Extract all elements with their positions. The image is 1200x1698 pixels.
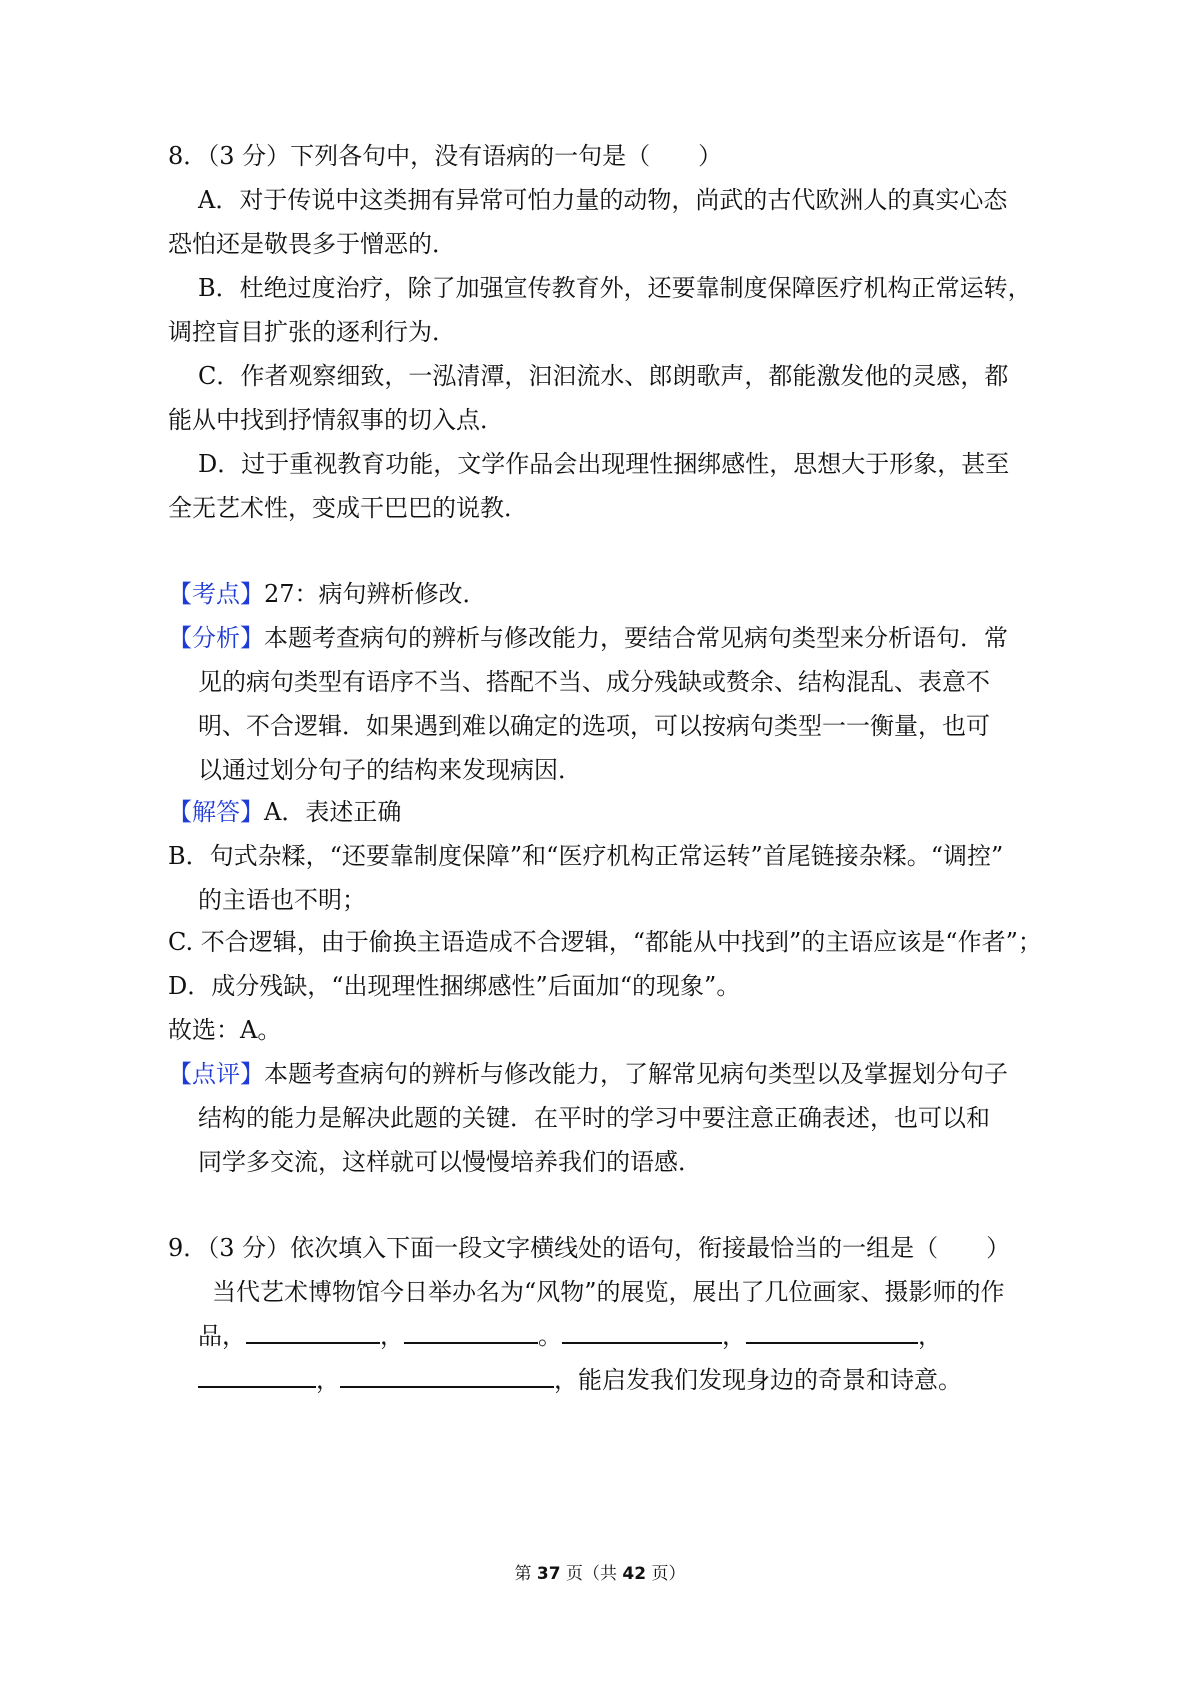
option-c-line-1: C．作者观察细致，一泓清潭，汩汩流水、郎朗歌声，都能激发他的灵感，都	[198, 362, 1009, 390]
dianping-tag: 【点评】	[168, 1060, 264, 1088]
option-b-line-1: B．杜绝过度治疗，除了加强宣传教育外，还要靠制度保障医疗机构正常运转，	[198, 274, 1032, 302]
question-9-para-line-3	[198, 1364, 962, 1396]
jieda-text: A．表述正确	[264, 798, 402, 826]
blank-comma-1: ，	[380, 1322, 404, 1350]
kaodian-tag: 【考点】	[168, 580, 264, 608]
footer-page-number: 37	[536, 1564, 561, 1584]
jieda-tag: 【解答】	[168, 798, 264, 826]
answer-blank-3[interactable]	[562, 1320, 722, 1344]
footer-middle: 页（共	[560, 1564, 623, 1584]
jieda-b-line-1: B．句式杂糅，“还要靠制度保障”和“医疗机构正常运转”首尾链接杂糅。“调控”	[168, 842, 1004, 870]
answer-blank-4[interactable]	[746, 1320, 918, 1344]
option-c-line-2: 能从中找到抒情叙事的切入点．	[168, 406, 504, 434]
blank-comma-2: ，	[722, 1322, 746, 1350]
option-a-line-2: 恐怕还是敬畏多于憎恶的．	[168, 230, 456, 258]
fenxi-tag: 【分析】	[168, 624, 264, 652]
footer-suffix: 页）	[646, 1564, 686, 1584]
question-9-para-line-1: 当代艺术博物馆今日举办名为“风物”的展览，展出了几位画家、摄影师的作	[212, 1278, 1005, 1306]
dianping-line-1: 本题考查病句的辨析与修改能力，了解常见病句类型以及掌握划分句子	[264, 1060, 1008, 1088]
fenxi-line-1: 本题考查病句的辨析与修改能力，要结合常见病句类型来分析语句．常	[264, 624, 1008, 652]
kaodian-text: 27：病句辨析修改．	[264, 580, 487, 608]
dianping-row	[168, 1058, 1008, 1090]
option-d-line-1: D．过于重视教育功能，文学作品会出现理性捆绑感性，思想大于形象，甚至	[198, 450, 1010, 478]
question-9-stem: 9．（3 分）依次填入下面一段文字横线处的语句，衔接最恰当的一组是（ ）	[168, 1234, 1011, 1262]
option-b-line-2: 调控盲目扩张的逐利行为．	[168, 318, 456, 346]
option-a-line-1: A．对于传说中这类拥有异常可怕力量的动物，尚武的古代欧洲人的真实心态	[198, 186, 1008, 214]
option-d-line-2: 全无艺术性，变成干巴巴的说教．	[168, 494, 528, 522]
kaodian-row	[168, 578, 487, 610]
page-footer	[0, 1562, 1200, 1586]
answer-blank-1[interactable]	[246, 1320, 380, 1344]
blank-comma-4: ，	[316, 1366, 340, 1394]
answer-blank-6[interactable]	[340, 1364, 554, 1388]
fenxi-line-4: 以通过划分句子的结构来发现病因．	[198, 756, 582, 784]
blank-comma-3: ，	[918, 1322, 942, 1350]
question-9-para-line-2	[198, 1320, 942, 1352]
footer-total-pages: 42	[622, 1564, 647, 1584]
fenxi-row	[168, 622, 1008, 654]
jieda-c-line: C. 不合逻辑，由于偷换主语造成不合逻辑，“都能从中找到”的主语应该是“作者”；	[168, 928, 1042, 956]
question-8-stem: 8．（3 分）下列各句中，没有语病的一句是（ ）	[168, 142, 723, 170]
answer-blank-2[interactable]	[404, 1320, 538, 1344]
footer-prefix: 第	[514, 1564, 537, 1584]
answer-blank-5[interactable]	[198, 1364, 316, 1388]
jieda-row	[168, 796, 401, 828]
fenxi-line-2: 见的病句类型有语序不当、搭配不当、成分残缺或赘余、结构混乱、表意不	[198, 668, 990, 696]
dianping-line-2: 结构的能力是解决此题的关键．在平时的学习中要注意正确表述，也可以和	[198, 1104, 990, 1132]
blank-period: 。	[538, 1322, 562, 1350]
para-line-3-end: ，能启发我们发现身边的奇景和诗意。	[554, 1366, 962, 1394]
dianping-line-3: 同学多交流，这样就可以慢慢培养我们的语感．	[198, 1148, 702, 1176]
final-answer: 故选：A。	[168, 1016, 282, 1044]
jieda-d-line: D．成分残缺，“出现理性捆绑感性”后面加“的现象”。	[168, 972, 741, 1000]
jieda-b-line-2: 的主语也不明；	[198, 886, 366, 914]
para-line-2-start: 品，	[198, 1322, 246, 1350]
fenxi-line-3: 明、不合逻辑．如果遇到难以确定的选项，可以按病句类型一一衡量，也可	[198, 712, 990, 740]
